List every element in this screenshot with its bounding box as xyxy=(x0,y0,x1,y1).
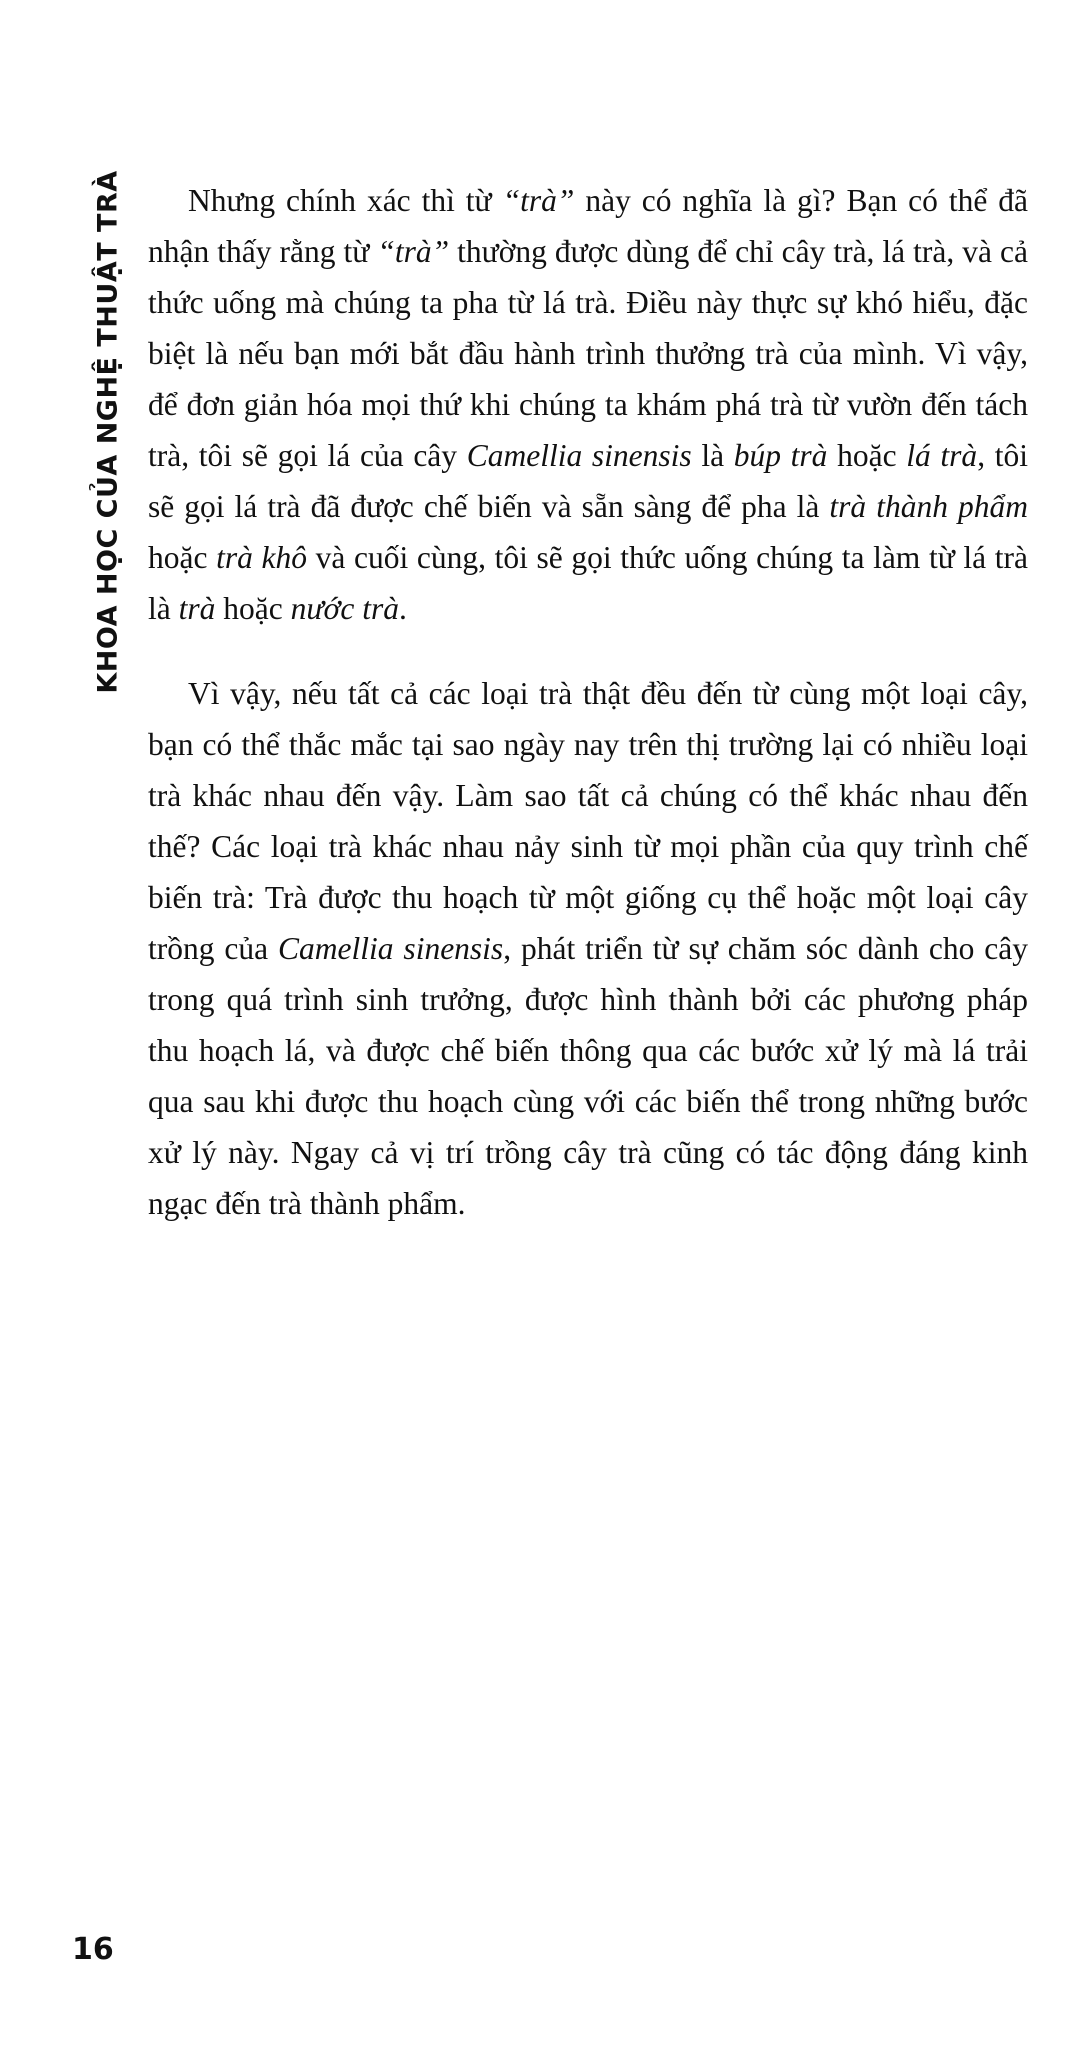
page-number: 16 xyxy=(72,1932,114,1967)
running-head xyxy=(88,170,128,694)
italic-term: trà xyxy=(178,591,216,626)
body-text xyxy=(148,175,1028,1263)
paragraph-1: Nhưng chính xác thì từ “trà” này có nghĩa là gì? Bạn có thể đã nhận thấy rằng từ “trà” thường được dùng để chỉ cây trà, lá trà, và cả thức uống mà chúng ta pha từ lá trà. Điều này thực sự khó hiểu, đặc biệt là nếu bạn mới bắt đầu hành trình thưởng trà của mình. Vì vậy, để đơn giản hóa mọi thứ khi chúng ta khám phá trà từ vườn đến tách trà, tôi sẽ gọi lá của cây Camellia sinensis là búp trà hoặc lá trà, tôi sẽ gọi lá trà đã được chế biến và sẵn sàng để pha là trà thành phẩm hoặc trà khô và cuối cùng, tôi sẽ gọi thức uống chúng ta làm từ lá trà là trà hoặc nước trà. xyxy=(148,183,1028,626)
running-head-text: KHOA HỌC CỦA NGHỆ THUẬT TRÀ xyxy=(92,170,124,694)
italic-term: búp trà xyxy=(733,438,828,473)
italic-term: trà khô xyxy=(216,540,307,575)
italic-term: Camellia sinensis xyxy=(278,931,504,966)
italic-term: nước trà xyxy=(290,591,399,626)
paragraph-2: Vì vậy, nếu tất cả các loại trà thật đều đến từ cùng một loại cây, bạn có thể thắc mắc tại sao ngày nay trên thị trường lại có nhiều loại trà khác nhau đến vậy. Làm sao tất cả chúng có thể khác nhau đến thế? Các loại trà khác nhau nảy sinh từ mọi phần của quy trình chế biến trà: Trà được thu hoạch từ một giống cụ thể hoặc một loại cây trồng của Camellia sinensis, phát triển từ sự chăm sóc dành cho cây trong quá trình sinh trưởng, được hình thành bởi các phương pháp thu hoạch lá, và được chế biến thông qua các bước xử lý mà lá trải qua sau khi được thu hoạch cùng với các biến thể trong những bước xử lý này. Ngay cả vị trí trồng cây trà cũng có tác động đáng kinh ngạc đến trà thành phẩm. xyxy=(148,676,1028,1221)
italic-term: lá trà xyxy=(906,438,978,473)
italic-term: “trà” xyxy=(502,183,575,218)
italic-term: trà thành phẩm xyxy=(829,489,1028,524)
italic-term: “trà” xyxy=(377,234,450,269)
italic-term: Camellia sinensis xyxy=(466,438,692,473)
